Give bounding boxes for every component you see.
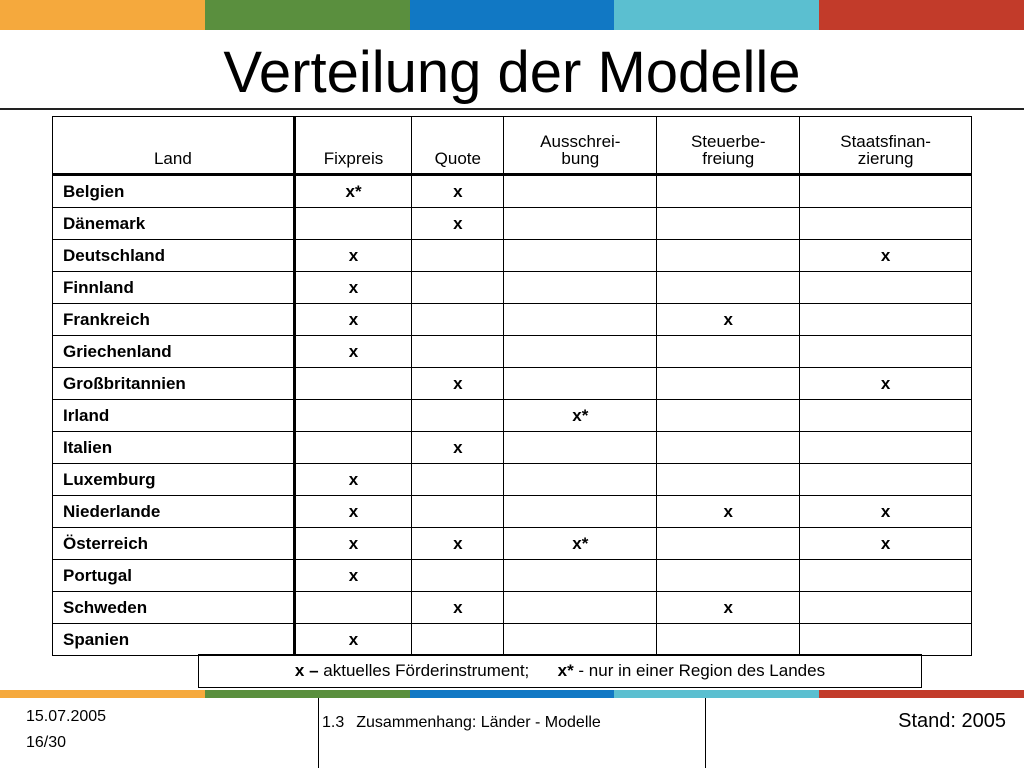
- legend-text-current: aktuelles Förderinstrument;: [318, 661, 530, 680]
- model-cell: x: [657, 304, 800, 336]
- model-cell: [800, 208, 972, 240]
- model-cell: [504, 240, 657, 272]
- model-cell: [504, 592, 657, 624]
- model-cell: [800, 175, 972, 208]
- table-row: [53, 624, 972, 656]
- model-cell: x: [800, 528, 972, 560]
- country-cell: Dänemark: [53, 208, 295, 240]
- table-row: [53, 560, 972, 592]
- model-cell: x: [294, 336, 412, 368]
- table-row: [53, 240, 972, 272]
- model-cell: x: [412, 175, 504, 208]
- model-cell: [657, 208, 800, 240]
- table-row: [53, 208, 972, 240]
- table-body: [53, 175, 972, 656]
- bottom-bar-blue: [410, 690, 615, 698]
- model-cell: [412, 464, 504, 496]
- footer-date: 15.07.2005: [26, 708, 107, 725]
- table-row: [53, 496, 972, 528]
- model-cell: x*: [294, 175, 412, 208]
- country-cell: Spanien: [53, 624, 295, 656]
- country-cell: Österreich: [53, 528, 295, 560]
- model-cell: [504, 368, 657, 400]
- footer-stand: Stand: 2005: [898, 710, 1006, 732]
- model-cell: [800, 336, 972, 368]
- model-cell: [657, 528, 800, 560]
- table-row: [53, 336, 972, 368]
- model-cell: x: [294, 272, 412, 304]
- top-bar-red: [819, 0, 1024, 30]
- model-cell: [412, 624, 504, 656]
- bottom-bar-green: [205, 690, 410, 698]
- model-cell: [800, 272, 972, 304]
- table-row: [53, 368, 972, 400]
- model-cell: [504, 560, 657, 592]
- model-cell: [504, 336, 657, 368]
- model-cell: [412, 336, 504, 368]
- model-cell: [800, 624, 972, 656]
- model-cell: x: [657, 592, 800, 624]
- bottom-bar-cyan: [614, 690, 819, 698]
- model-cell: x: [412, 528, 504, 560]
- model-cell: x: [800, 496, 972, 528]
- top-bar-green: [205, 0, 410, 30]
- legend-key-current: x –: [294, 661, 319, 680]
- model-cell: [412, 496, 504, 528]
- model-cell: x: [412, 208, 504, 240]
- model-cell: x: [294, 560, 412, 592]
- country-cell: Finnland: [53, 272, 295, 304]
- country-cell: Griechenland: [53, 336, 295, 368]
- model-cell: [294, 400, 412, 432]
- model-cell: x*: [504, 400, 657, 432]
- model-cell: [800, 592, 972, 624]
- model-cell: [294, 208, 412, 240]
- country-cell: Großbritannien: [53, 368, 295, 400]
- legend-key-region: x*: [557, 661, 574, 680]
- slide-title: Verteilung der Modelle: [223, 40, 801, 105]
- model-cell: [504, 496, 657, 528]
- table-row: [53, 304, 972, 336]
- model-cell: [657, 272, 800, 304]
- footer-section: [322, 714, 601, 732]
- footer-divider-right: [705, 698, 706, 768]
- table-row: [53, 464, 972, 496]
- table-row: [53, 592, 972, 624]
- model-cell: [800, 432, 972, 464]
- model-cell: [504, 624, 657, 656]
- top-bar-cyan: [614, 0, 819, 30]
- footer-section-title: Zusammenhang: Länder - Modelle: [356, 714, 601, 731]
- legend-box: [198, 654, 922, 688]
- column-header: Steuerbe- freiung: [657, 117, 800, 175]
- country-cell: Niederlande: [53, 496, 295, 528]
- model-cell: [504, 175, 657, 208]
- model-cell: [657, 432, 800, 464]
- model-cell: [294, 592, 412, 624]
- column-header: Fixpreis: [294, 117, 412, 175]
- model-cell: [504, 432, 657, 464]
- footer-page-number: 16/30: [26, 734, 67, 751]
- model-cell: [657, 464, 800, 496]
- model-cell: [412, 240, 504, 272]
- bottom-color-bar: [0, 690, 1024, 698]
- column-header: Staatsfinan- zierung: [800, 117, 972, 175]
- table-row: [53, 400, 972, 432]
- table-row: [53, 432, 972, 464]
- model-cell: x: [412, 368, 504, 400]
- model-cell: x: [657, 496, 800, 528]
- model-cell: [412, 560, 504, 592]
- country-cell: Luxemburg: [53, 464, 295, 496]
- table-row: [53, 175, 972, 208]
- model-cell: x: [294, 464, 412, 496]
- table-header-row: [53, 117, 972, 175]
- model-cell: [800, 560, 972, 592]
- model-cell: [412, 304, 504, 336]
- model-cell: x: [412, 432, 504, 464]
- legend-text-region: - nur in einer Region des Landes: [573, 661, 826, 680]
- top-color-bar: [0, 0, 1024, 30]
- country-cell: Frankreich: [53, 304, 295, 336]
- model-cell: [504, 304, 657, 336]
- model-cell: [800, 464, 972, 496]
- model-cell: [657, 175, 800, 208]
- model-cell: x: [412, 592, 504, 624]
- model-cell: [657, 624, 800, 656]
- model-cell: [657, 400, 800, 432]
- model-cell: x: [800, 240, 972, 272]
- model-cell: x: [294, 496, 412, 528]
- country-cell: Irland: [53, 400, 295, 432]
- model-cell: [504, 208, 657, 240]
- title-rule: [0, 108, 1024, 110]
- country-cell: Schweden: [53, 592, 295, 624]
- model-cell: x*: [504, 528, 657, 560]
- country-cell: Deutschland: [53, 240, 295, 272]
- model-cell: [504, 272, 657, 304]
- country-cell: Italien: [53, 432, 295, 464]
- model-cell: x: [294, 304, 412, 336]
- column-header: Land: [53, 117, 295, 175]
- model-cell: x: [294, 624, 412, 656]
- bottom-bar-orange: [0, 690, 205, 698]
- table-row: [53, 528, 972, 560]
- model-cell: [800, 400, 972, 432]
- top-bar-orange: [0, 0, 205, 30]
- model-cell: [294, 432, 412, 464]
- model-cell: [412, 400, 504, 432]
- top-bar-blue: [410, 0, 615, 30]
- model-cell: [800, 304, 972, 336]
- model-cell: [657, 368, 800, 400]
- model-cell: [504, 464, 657, 496]
- model-cell: x: [800, 368, 972, 400]
- model-cell: x: [294, 528, 412, 560]
- model-cell: [657, 336, 800, 368]
- model-cell: [657, 560, 800, 592]
- model-cell: [657, 240, 800, 272]
- bottom-bar-red: [819, 690, 1024, 698]
- table-row: [53, 272, 972, 304]
- model-cell: x: [294, 240, 412, 272]
- column-header: Quote: [412, 117, 504, 175]
- model-cell: [294, 368, 412, 400]
- column-header: Ausschrei- bung: [504, 117, 657, 175]
- country-cell: Belgien: [53, 175, 295, 208]
- footer-section-number: 1.3: [322, 714, 345, 731]
- model-cell: [412, 272, 504, 304]
- country-cell: Portugal: [53, 560, 295, 592]
- footer-divider-left: [318, 698, 319, 768]
- distribution-table: [52, 116, 972, 656]
